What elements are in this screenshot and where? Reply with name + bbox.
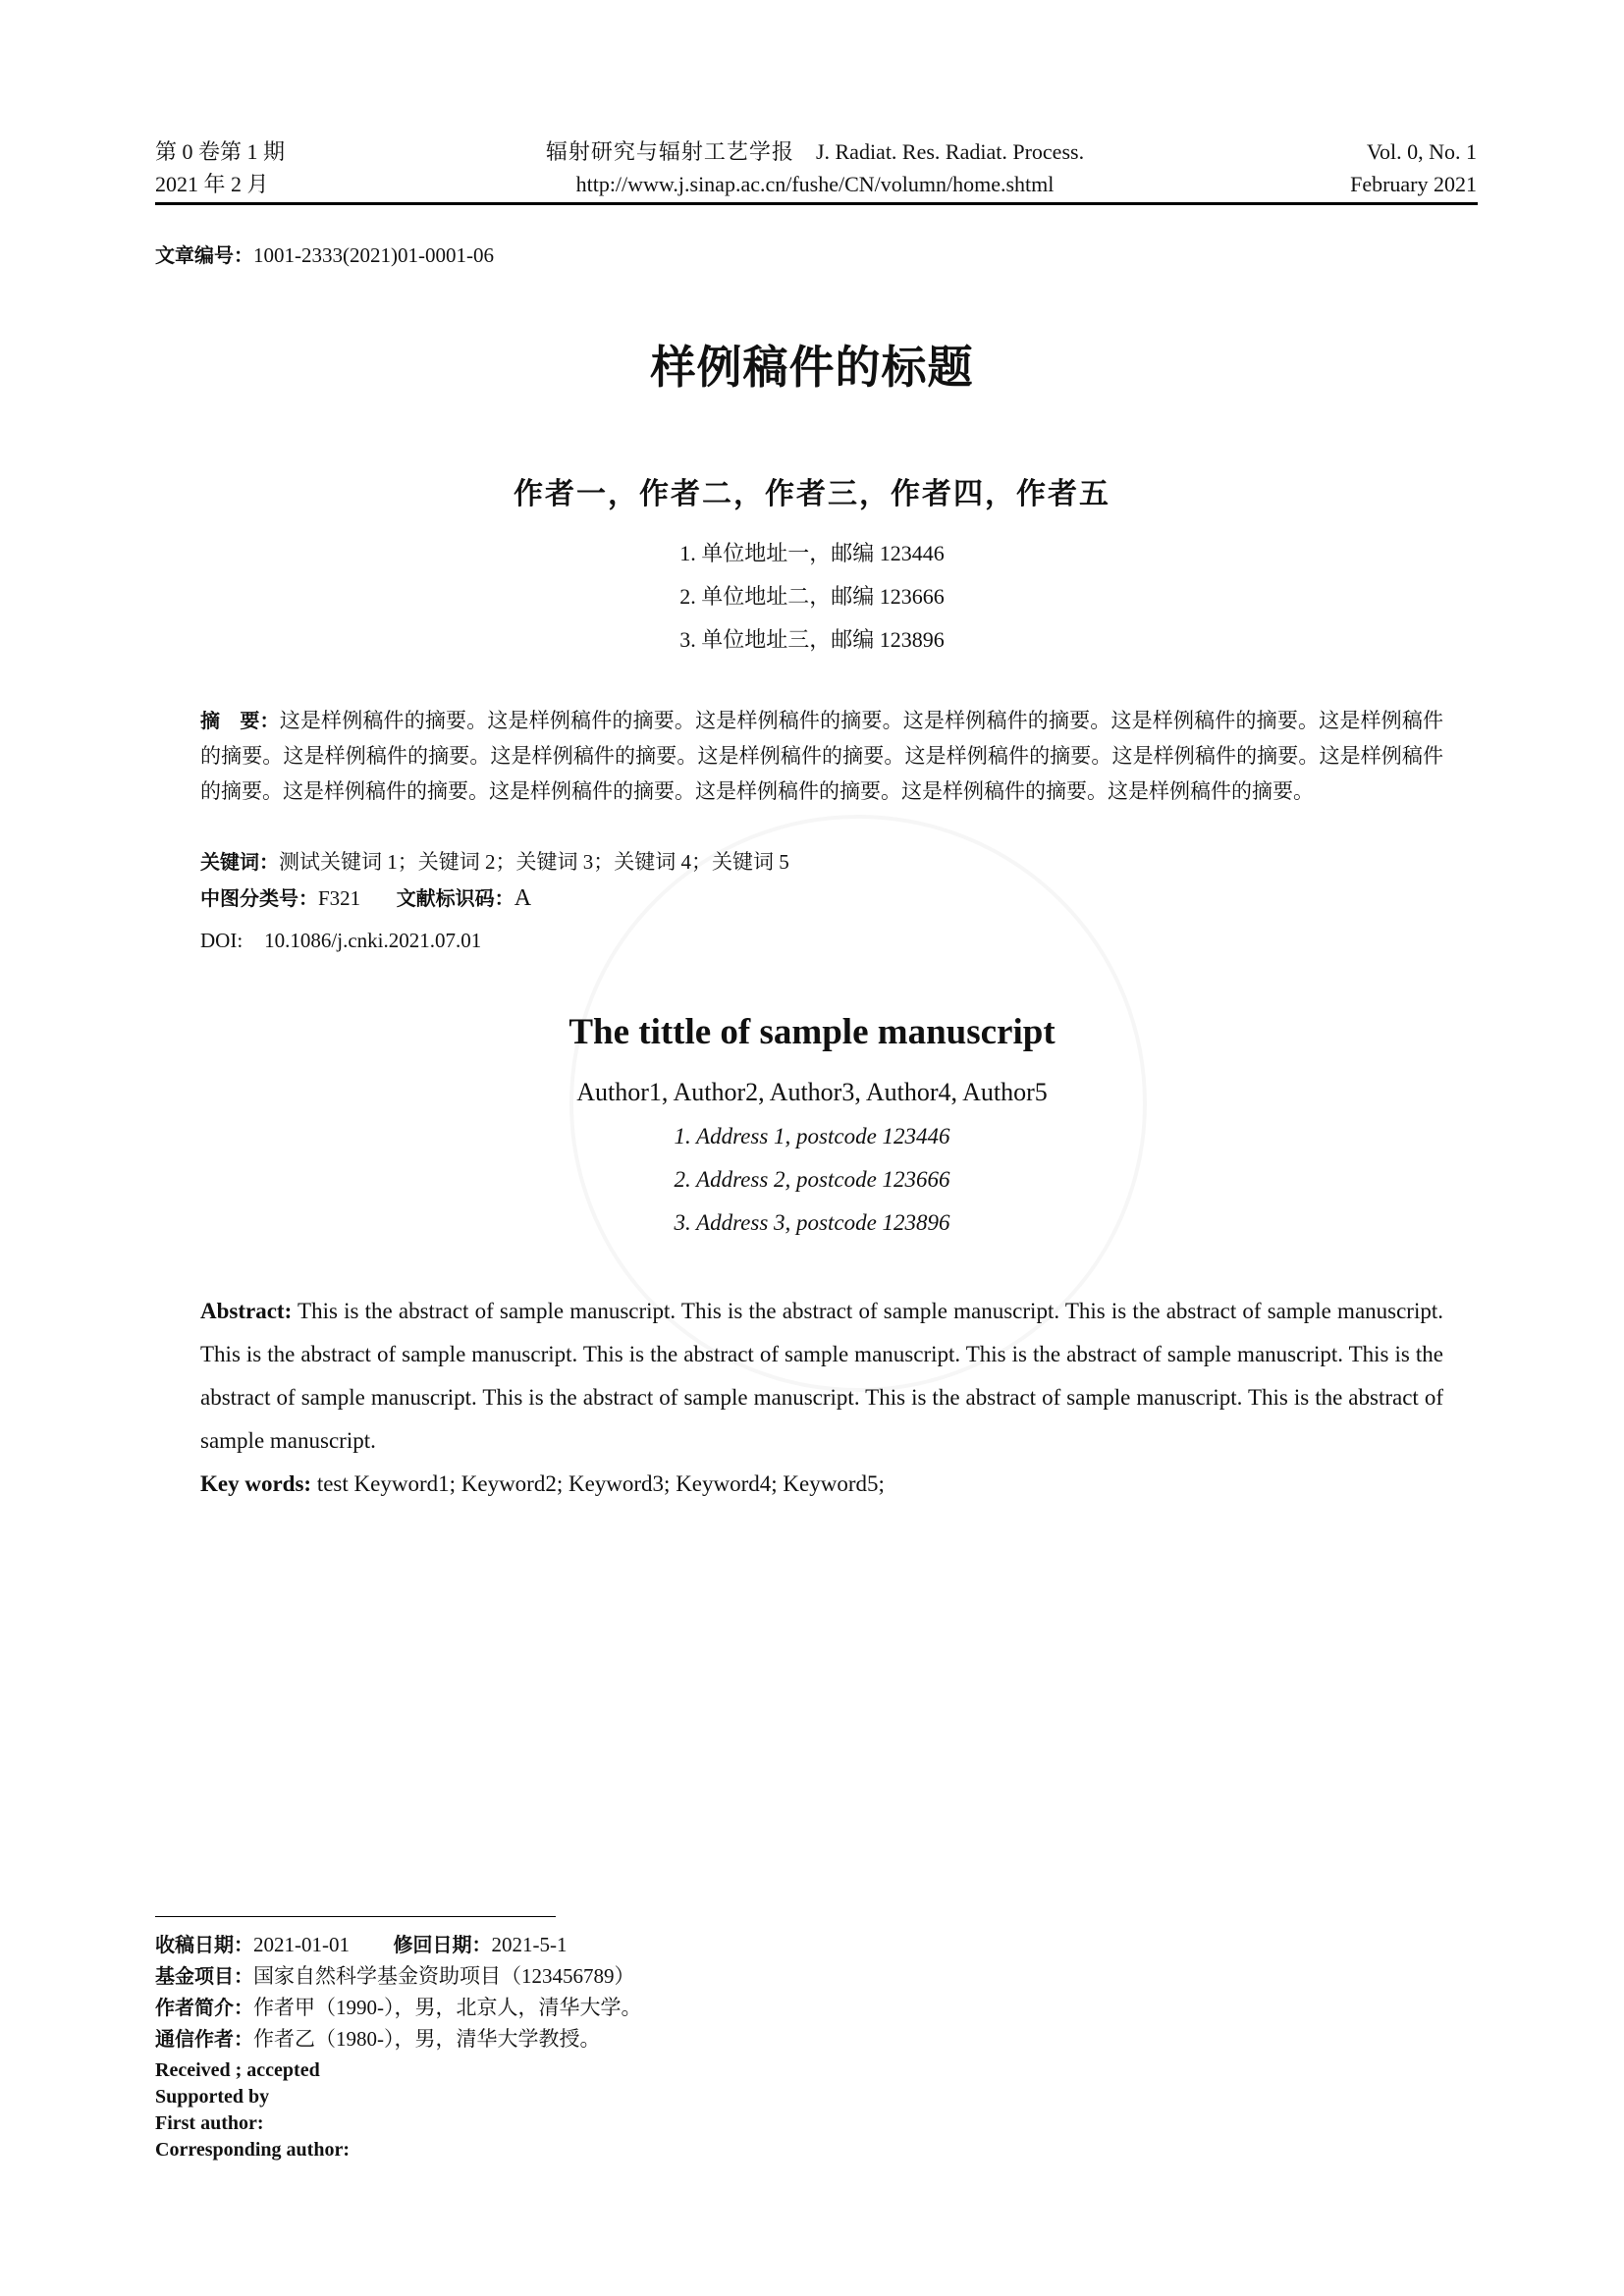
doi-line: [200, 923, 1443, 958]
header-center: [422, 135, 1208, 200]
abstract-en: [200, 1290, 1443, 1463]
keywords-en-label: Key words:: [200, 1471, 312, 1496]
affiliation-en-2: 2. Address 2, postcode 123666: [674, 1167, 950, 1192]
affiliation-cn-2: 2. 单位地址二，邮编 123666: [679, 584, 945, 609]
abstract-cn: [200, 703, 1443, 809]
affiliation-cn-3: 3. 单位地址三，邮编 123896: [679, 627, 945, 652]
received-label: 收稿日期：: [155, 1933, 253, 1956]
affiliation-en-1: 1. Address 1, postcode 123446: [674, 1124, 950, 1148]
header-left: [155, 135, 450, 200]
header-journal-en: J. Radiat. Res. Radiat. Process.: [815, 139, 1085, 164]
footnote-en-first-author: First author:: [155, 2112, 264, 2134]
author-bio-value: 作者甲（1990-），男，北京人，清华大学。: [253, 1996, 642, 2019]
keywords-cn-text: 测试关键词 1；关键词 2；关键词 3；关键词 4；关键词 5: [279, 850, 789, 874]
clc-label: 中图分类号：: [200, 886, 318, 910]
classification-cn: [200, 881, 1443, 916]
keywords-cn: [200, 844, 1443, 880]
article-number-label: 文章编号：: [155, 243, 253, 267]
corresponding-value: 作者乙（1980-），男，清华大学教授。: [253, 2027, 601, 2051]
footnote-author-bio: [155, 1993, 642, 2022]
authors-en: Author1, Author2, Author3, Author4, Author5: [576, 1078, 1048, 1106]
doc-code-value: A: [514, 885, 532, 911]
header-journal-cn: 辐射研究与辐射工艺学报: [545, 139, 794, 164]
header-date: 2021 年 2 月: [155, 172, 269, 196]
abstract-en-text: This is the abstract of sample manuscript. This is the abstract of sample manuscript. This is the abstract of sample manuscript. This is the abstract of sample manuscript. This is the abstract of sample manuscript. This is the abstract of sample manuscript. This is the abstract of sample manuscript. This is the abstract of sample manuscript. This is the abstract of sample manuscript. This is the abstract of sample manuscript.: [200, 1299, 1443, 1453]
received-value: 2021-01-01: [253, 1933, 350, 1956]
title-en: The tittle of sample manuscript: [568, 1012, 1056, 1052]
footnote-corresponding: [155, 2024, 601, 2054]
doi-value[interactable]: 10.1086/j.cnki.2021.07.01: [264, 929, 482, 952]
header-right: [1182, 135, 1477, 200]
fund-value: 国家自然科学基金资助项目（123456789）: [253, 1964, 635, 1988]
fund-label: 基金项目：: [155, 1964, 253, 1988]
keywords-en-text: test Keyword1; Keyword2; Keyword3; Keyword4; Keyword5;: [316, 1471, 885, 1496]
abstract-en-label: Abstract:: [200, 1299, 293, 1323]
revised-label: 修回日期：: [393, 1933, 492, 1956]
affiliation-en-3: 3. Address 3, postcode 123896: [674, 1210, 950, 1235]
footnote-en-supported: Supported by: [155, 2086, 270, 2108]
footnote-fund: [155, 1961, 635, 1991]
doi-label: DOI:: [200, 929, 244, 952]
header-url[interactable]: http://www.j.sinap.ac.cn/fushe/CN/volumn/home.shtml: [575, 172, 1055, 196]
article-number: [155, 240, 494, 268]
footnote-en-corresponding: Corresponding author:: [155, 2139, 350, 2161]
footnote-en-received: Received ; accepted: [155, 2059, 320, 2081]
footnote-rule: [155, 1916, 556, 1917]
header-rule: [155, 202, 1478, 205]
doc-code-label: 文献标识码：: [396, 886, 514, 910]
footnote-dates: [155, 1930, 568, 1959]
header-volume-en: Vol. 0, No. 1: [1366, 139, 1477, 164]
article-number-value: 1001-2333(2021)01-0001-06: [253, 243, 494, 267]
keywords-cn-label: 关键词：: [200, 850, 279, 874]
header-date-en: February 2021: [1350, 172, 1477, 196]
authors-cn: 作者一，作者二，作者三，作者四，作者五: [514, 477, 1110, 511]
header-volume-issue: 第 0 卷第 1 期: [155, 139, 286, 164]
abstract-cn-text: 这是样例稿件的摘要。这是样例稿件的摘要。这是样例稿件的摘要。这是样例稿件的摘要。这是样例稿件的摘要。这是样例稿件的摘要。这是样例稿件的摘要。这是样例稿件的摘要。这是样例稿件的摘要。这是样例稿件的摘要。这是样例稿件的摘要。这是样例稿件的摘要。这是样例稿件的摘要。这是样例稿件的摘要。这是样例稿件的摘要。这是样例稿件的摘要。这是样例稿件的摘要。: [200, 709, 1444, 803]
author-bio-label: 作者简介：: [155, 1996, 253, 2019]
title-cn: 样例稿件的标题: [650, 341, 974, 394]
revised-value: 2021-5-1: [491, 1933, 568, 1956]
keywords-en: [200, 1463, 1443, 1506]
corresponding-label: 通信作者：: [155, 2027, 253, 2051]
clc-value: F321: [318, 886, 361, 910]
affiliation-cn-1: 1. 单位地址一，邮编 123446: [679, 541, 945, 565]
abstract-cn-label: 摘 要：: [200, 709, 280, 732]
